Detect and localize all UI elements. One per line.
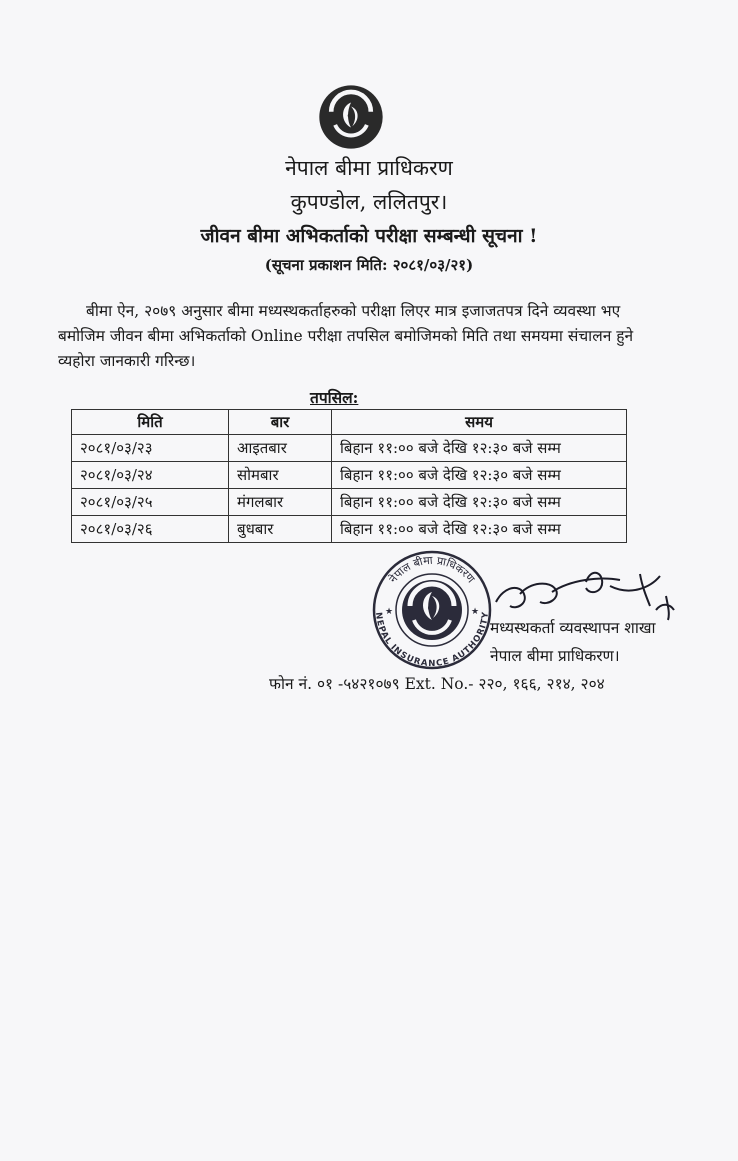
row-time: बिहान ११:०० बजे देखि १२:३० बजे सम्म [332, 435, 627, 462]
table-header-row [72, 410, 627, 435]
paragraph-line: बमोजिम जीवन बीमा अभिकर्ताको Online परीक्षा तपसिल बमोजिमको मिति तथा समयमा संचालन हुने [58, 327, 634, 345]
signatory-block [490, 614, 656, 670]
insurance-authority-logo-icon [318, 84, 384, 150]
row-date: २०८१/०३/२६ [72, 516, 229, 543]
row-day: मंगलबार [229, 489, 332, 516]
svg-text:★: ★ [471, 607, 480, 617]
notice-paragraph [58, 299, 688, 374]
row-time: बिहान ११:०० बजे देखि १२:३० बजे सम्म [332, 462, 627, 489]
table-row [72, 489, 627, 516]
notice-title: जीवन बीमा अभिकर्ताको परीक्षा सम्बन्धी सूचना ! [200, 225, 538, 247]
row-day: बुधबार [229, 516, 332, 543]
official-seal-icon [370, 548, 494, 672]
paragraph-line: बीमा ऐन, २०७९ अनुसार बीमा मध्यस्थकर्ताहरुको परीक्षा लिएर मात्र इजाजतपत्र दिने व्यवस्था भए [86, 302, 621, 320]
table-row [72, 435, 627, 462]
row-day: आइतबार [229, 435, 332, 462]
schedule-table [71, 409, 627, 543]
row-day: सोमबार [229, 462, 332, 489]
svg-text:NEPAL INSURANCE AUTHORITY: NEPAL INSURANCE AUTHORITY [372, 611, 492, 670]
paragraph-line: व्यहोरा जानकारी गरिन्छ। [58, 352, 196, 370]
row-date: २०८१/०३/२४ [72, 462, 229, 489]
signatory-department: मध्यस्थकर्ता व्यवस्थापन शाखा [490, 619, 656, 637]
row-time: बिहान ११:०० बजे देखि १२:३० बजे सम्म [332, 516, 627, 543]
schedule-heading: तपसिल: [310, 388, 359, 407]
svg-text:★: ★ [385, 607, 394, 617]
column-header-date: मिति [72, 410, 229, 435]
row-time: बिहान ११:०० बजे देखि १२:३० बजे सम्म [332, 489, 627, 516]
org-name: नेपाल बीमा प्राधिकरण [285, 156, 453, 180]
svg-text:नेपाल बीमा प्राधिकरण: नेपाल बीमा प्राधिकरण [386, 553, 478, 586]
row-date: २०८१/०३/२३ [72, 435, 229, 462]
column-header-time: समय [332, 410, 627, 435]
org-address: कुपण्डोल, ललितपुर। [290, 190, 448, 214]
signatory-org: नेपाल बीमा प्राधिकरण। [490, 647, 620, 665]
column-header-day: बार [229, 410, 332, 435]
publish-date: (सूचना प्रकाशन मिति: २०८१/०३/२१) [264, 256, 474, 274]
table-row [72, 516, 627, 543]
row-date: २०८१/०३/२५ [72, 489, 229, 516]
table-row [72, 462, 627, 489]
contact-phone: फोन नं. ०१ -५४२१०७९ Ext. No.- २२०, १६६, २१४, २०४ [269, 675, 605, 693]
